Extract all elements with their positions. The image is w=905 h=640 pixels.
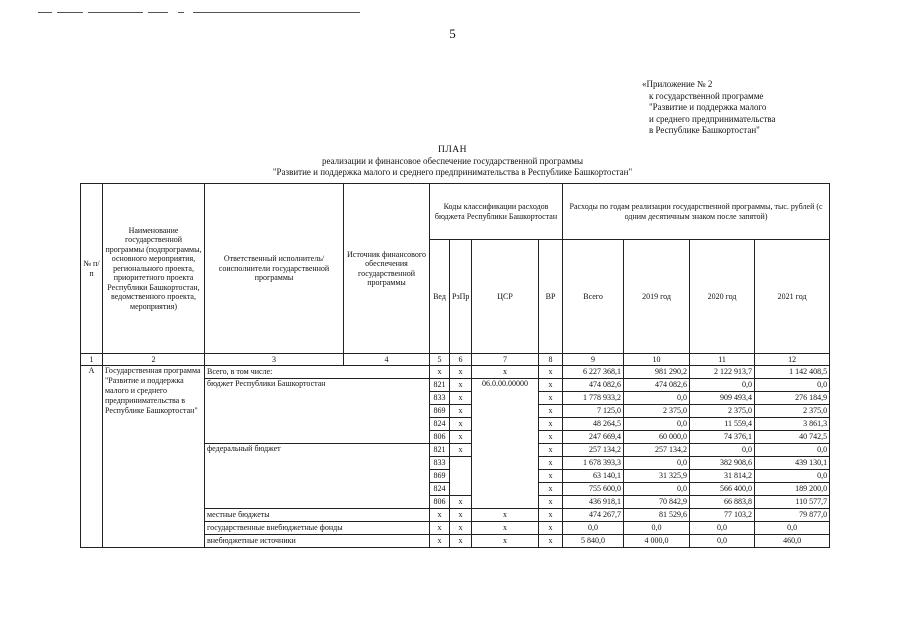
column-number: 2 xyxy=(103,354,205,366)
appendix-line: в Республике Башкортостан" xyxy=(649,125,760,135)
appendix-note xyxy=(642,79,776,137)
top-rule xyxy=(193,12,360,13)
cell-vr: х xyxy=(539,431,563,444)
cell-2019: 2 375,0 xyxy=(624,405,690,418)
cell-vr: х xyxy=(539,470,563,483)
table-row xyxy=(81,366,830,379)
source-offbudget-funds: государственные внебюджетные фонды xyxy=(205,522,430,535)
cell-rzpr: х xyxy=(450,366,472,379)
cell-2020: 74 376,1 xyxy=(690,431,755,444)
header-vr: ВР xyxy=(539,240,563,354)
cell-ved: 833 xyxy=(430,392,450,405)
header-codes: Коды классификации расходов бюджета Республики Башкортостан xyxy=(430,184,563,240)
cell-total: 755 600,0 xyxy=(563,483,624,496)
cell-ved: 806 xyxy=(430,431,450,444)
cell-vr: х xyxy=(539,509,563,522)
cell-2021: 40 742,5 xyxy=(755,431,830,444)
cell-2020: 66 883,8 xyxy=(690,496,755,509)
cell-2019: 0,0 xyxy=(624,483,690,496)
cell-rzpr: х xyxy=(450,496,472,509)
cell-ved: 821 xyxy=(430,444,450,457)
cell-2021: 0,0 xyxy=(755,470,830,483)
top-rule xyxy=(38,12,52,13)
header-num: № п/п xyxy=(81,184,103,354)
cell-vr: х xyxy=(539,379,563,392)
cell-2021: 189 200,0 xyxy=(755,483,830,496)
cell-2019: 81 529,6 xyxy=(624,509,690,522)
cell-2021: 460,0 xyxy=(755,535,830,548)
cell-csr: х xyxy=(472,366,539,379)
cell-2021: 0,0 xyxy=(755,444,830,457)
source-local: местные бюджеты xyxy=(205,509,430,522)
cell-rzpr: х xyxy=(450,379,472,392)
cell-2019: 70 842,9 xyxy=(624,496,690,509)
cell-2021: 1 142 408,5 xyxy=(755,366,830,379)
cell-ved: х xyxy=(430,509,450,522)
cell-2020: 0,0 xyxy=(690,379,755,392)
cell-total: 474 267,7 xyxy=(563,509,624,522)
cell-csr: х xyxy=(472,522,539,535)
program-name: Государственная программа "Развитие и поддержка малого и среднего предпринимательства в Республике Башкортостан" xyxy=(103,366,205,548)
title-line: ПЛАН xyxy=(437,145,468,155)
cell-total: 257 134,2 xyxy=(563,444,624,457)
cell-vr: х xyxy=(539,392,563,405)
header-ved: Вед xyxy=(430,240,450,354)
cell-2019: 0,0 xyxy=(624,418,690,431)
cell-ved: 821 xyxy=(430,379,450,392)
cell-rzpr: х xyxy=(450,431,472,444)
cell-vr: х xyxy=(539,496,563,509)
column-number-row xyxy=(81,354,830,366)
cell-ved: х xyxy=(430,522,450,535)
column-number: 5 xyxy=(430,354,450,366)
cell-rzpr: х xyxy=(450,509,472,522)
column-number: 10 xyxy=(624,354,690,366)
cell-total: 48 264,5 xyxy=(563,418,624,431)
cell-2021: 3 861,3 xyxy=(755,418,830,431)
cell-2020: 0,0 xyxy=(690,535,755,548)
top-rule xyxy=(88,12,143,13)
cell-vr: х xyxy=(539,535,563,548)
column-number: 1 xyxy=(81,354,103,366)
top-rule xyxy=(57,12,83,13)
source-total: Всего, в том числе: xyxy=(205,366,430,379)
header-source: Источник финансового обеспечения государственной программы xyxy=(344,184,430,354)
cell-rzpr: х xyxy=(450,522,472,535)
cell-ved: х xyxy=(430,366,450,379)
cell-ved: 833 xyxy=(430,457,450,470)
cell-2019: 981 290,2 xyxy=(624,366,690,379)
header-csr: ЦСР xyxy=(472,240,539,354)
header-expenses: Расходы по годам реализации государственной программы, тыс. рублей (с одним десятичным знаком после запятой) xyxy=(563,184,830,240)
title-line: реализации и финансовое обеспечение государственной программы xyxy=(321,156,584,166)
cell-total: 1 678 393,3 xyxy=(563,457,624,470)
cell-2021: 110 577,7 xyxy=(755,496,830,509)
header-2021: 2021 год xyxy=(755,240,830,354)
cell-2019: 0,0 xyxy=(624,457,690,470)
title-line: "Развитие и поддержка малого и среднего предпринимательства в Республике Башкортостан" xyxy=(272,167,633,177)
cell-ved: 824 xyxy=(430,418,450,431)
cell-ved: 869 xyxy=(430,470,450,483)
cell-2021: 439 130,1 xyxy=(755,457,830,470)
cell-csr: 06.0.00.00000 xyxy=(472,379,539,509)
cell-2021: 276 184,9 xyxy=(755,392,830,405)
column-number: 9 xyxy=(563,354,624,366)
cell-total: 247 669,4 xyxy=(563,431,624,444)
column-number: 6 xyxy=(450,354,472,366)
cell-2021: 0,0 xyxy=(755,379,830,392)
cell-ved: 824 xyxy=(430,483,450,496)
header-2019: 2019 год xyxy=(624,240,690,354)
cell-2020: 382 908,6 xyxy=(690,457,755,470)
cell-total: 7 125,0 xyxy=(563,405,624,418)
column-number: 8 xyxy=(539,354,563,366)
appendix-line: к государственной программе xyxy=(649,90,764,101)
cell-2020: 2 375,0 xyxy=(690,405,755,418)
plan-table xyxy=(80,183,830,548)
cell-rzpr: х xyxy=(450,392,472,405)
cell-total: 6 227 368,1 xyxy=(563,366,624,379)
cell-csr: х xyxy=(472,535,539,548)
header-rzpr: РзПр xyxy=(450,240,472,354)
cell-2020: 11 559,4 xyxy=(690,418,755,431)
cell-2019: 0,0 xyxy=(624,522,690,535)
cell-total: 0,0 xyxy=(563,522,624,535)
column-number: 4 xyxy=(344,354,430,366)
cell-rzpr: х xyxy=(450,535,472,548)
column-number: 11 xyxy=(690,354,755,366)
cell-vr: х xyxy=(539,457,563,470)
cell-total: 63 140,1 xyxy=(563,470,624,483)
cell-2021: 0,0 xyxy=(755,522,830,535)
source-federal: федеральный бюджет xyxy=(205,444,430,509)
column-number: 7 xyxy=(472,354,539,366)
header-2020: 2020 год xyxy=(690,240,755,354)
cell-ved: х xyxy=(430,535,450,548)
cell-vr: х xyxy=(539,366,563,379)
cell-rzpr xyxy=(450,457,472,496)
cell-2020: 566 400,0 xyxy=(690,483,755,496)
cell-vr: х xyxy=(539,483,563,496)
cell-2019: 0,0 xyxy=(624,392,690,405)
source-budget-rb: бюджет Республики Башкортостан xyxy=(205,379,430,444)
cell-ved: 869 xyxy=(430,405,450,418)
cell-2020: 77 103,2 xyxy=(690,509,755,522)
cell-vr: х xyxy=(539,405,563,418)
cell-csr: х xyxy=(472,509,539,522)
cell-2020: 909 493,4 xyxy=(690,392,755,405)
cell-ved: 806 xyxy=(430,496,450,509)
cell-total: 436 918,1 xyxy=(563,496,624,509)
cell-vr: х xyxy=(539,418,563,431)
header-total: Всего xyxy=(563,240,624,354)
cell-2020: 31 814,2 xyxy=(690,470,755,483)
appendix-line: «Приложение № 2 xyxy=(642,79,713,89)
cell-rzpr: х xyxy=(450,418,472,431)
cell-2020: 0,0 xyxy=(690,444,755,457)
appendix-line: "Развитие и поддержка малого xyxy=(649,102,767,112)
cell-2021: 2 375,0 xyxy=(755,405,830,418)
cell-2020: 2 122 913,7 xyxy=(690,366,755,379)
top-rule xyxy=(148,12,168,13)
cell-rzpr: х xyxy=(450,405,472,418)
column-number: 3 xyxy=(205,354,344,366)
appendix-line: и среднего предпринимательства xyxy=(649,113,776,124)
cell-2019: 4 000,0 xyxy=(624,535,690,548)
cell-2019: 31 325,9 xyxy=(624,470,690,483)
column-number: 12 xyxy=(755,354,830,366)
cell-rzpr: х xyxy=(450,444,472,457)
page-number: 5 xyxy=(449,26,456,41)
cell-2019: 474 082,6 xyxy=(624,379,690,392)
cell-total: 474 082,6 xyxy=(563,379,624,392)
program-num: А xyxy=(81,366,103,548)
cell-vr: х xyxy=(539,522,563,535)
header-name: Наименование государственной программы (подпрограммы, основного мероприятия, регионального проекта, приоритетного проекта Республики Башкортостан, ведомственного проекта, мероприятия) xyxy=(103,184,205,354)
source-offbudget-sources: внебюджетные источники xyxy=(205,535,430,548)
cell-2019: 60 000,0 xyxy=(624,431,690,444)
cell-2020: 0,0 xyxy=(690,522,755,535)
cell-total: 5 840,0 xyxy=(563,535,624,548)
cell-total: 1 778 933,2 xyxy=(563,392,624,405)
cell-vr: х xyxy=(539,444,563,457)
cell-2019: 257 134,2 xyxy=(624,444,690,457)
cell-2021: 79 877,0 xyxy=(755,509,830,522)
top-rule xyxy=(178,12,184,13)
header-responsible: Ответственный исполнитель/соисполнители государственной программы xyxy=(205,184,344,354)
document-title xyxy=(0,145,905,178)
